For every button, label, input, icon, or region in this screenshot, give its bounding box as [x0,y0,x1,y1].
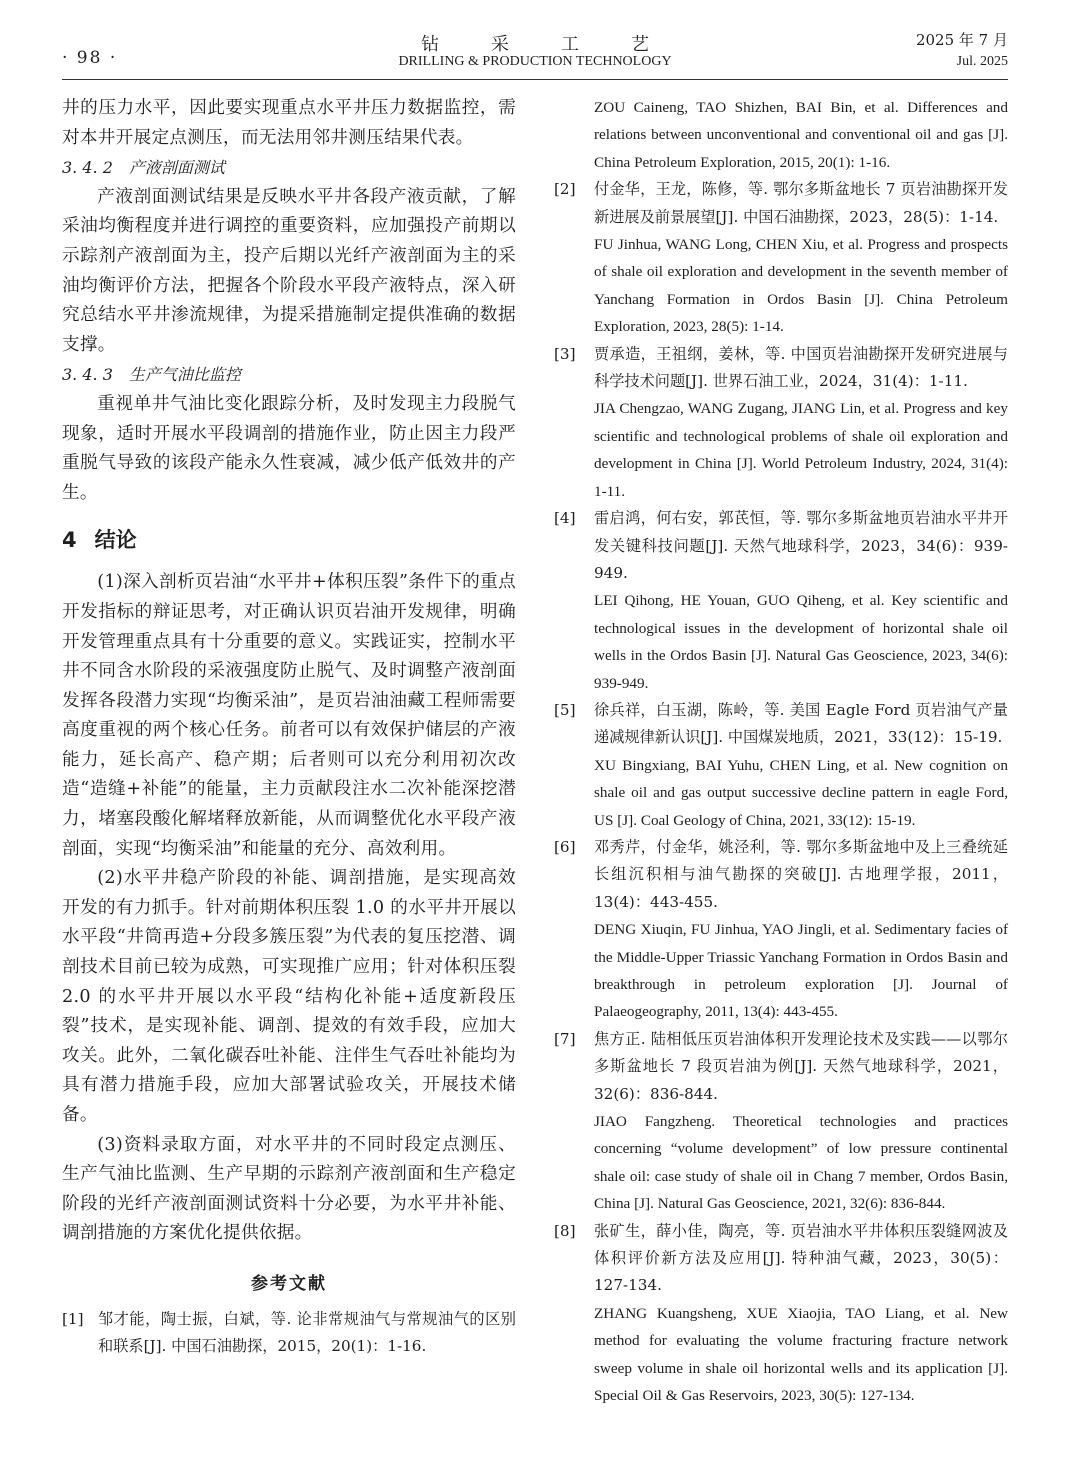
reference-cn-text: 徐兵祥，白玉湖，陈岭，等. 美国 Eagle Ford 页岩油气产量递减规律新认识[J]. 中国煤炭地质，2021，33(12)：15-19. [594,700,1008,747]
paragraph-continued: 井的压力水平，因此要实现重点水平井压力数据监控，需对本井开展定点测压，而无法用邻井测压结果代表。 [62,98,516,148]
reference-number: [3] [554,344,576,363]
right-column [554,94,1008,1410]
section-4-heading [62,524,516,556]
reference-item [554,834,1008,1026]
conclusion-3: (3)资料录取方面，对水平井的不同时段定点测压、生产气油比监测、生产早期的示踪剂产液剖面和生产稳定阶段的光纤产液剖面测试资料十分必要，为水平井补能、调剖措施的方案优化提供依据。 [62,1134,516,1244]
paragraph-3-4-3: 重视单井气油比变化跟踪分析，及时发现主力段脱气现象，适时开展水平段调剖的措施作业，防止因主力段严重脱气导致的该段产能永久性衰减，减少低产低效井的产生。 [62,393,516,503]
left-column [62,94,516,1361]
reference-cn-text: 邹才能，陶士振，白斌，等. 论非常规油气与常规油气的区别和联系[J]. 中国石油勘探，2015，20(1)：1-16. [98,1309,516,1356]
reference-number: [7] [554,1029,576,1048]
reference-en-text: ZHANG Kuangsheng, XUE Xiaojia, TAO Liang, et al. New method for evaluating the volume fracturing fracture network sweep volume in shale oil horizontal wells and its application [J]. Special Oil & Gas Reservoirs, 2023, 30(5): 127-134. [594,1304,1008,1405]
reference-item [554,1218,1008,1410]
conclusion-1: (1)深入剖析页岩油“水平井+体积压裂”条件下的重点开发指标的辩证思考，对正确认识页岩油开发规律，明确开发管理重点具有十分重要的意义。实践证实，控制水平井不同含水阶段的采液强度防止脱气、及时调整产液剖面发挥各段潜力实现“均衡采油”，是页岩油油藏工程师需要高度重视的两个核心任务。前者可以有效保护储层的产液能力，延长高产、稳产期；后者则可以充分利用初次改造“造缝+补能”的能量，主力贡献段注水二次补能深挖潜力，堵塞段酸化解堵释放新能，从而调整优化水平段产液剖面，实现“均衡采油”和能量的充分、高效利用。 [62,572,516,859]
reference-item [554,1026,1008,1218]
issue-date-en: Jul. 2025 [956,54,1008,69]
reference-en-text: FU Jinhua, WANG Long, CHEN Xiu, et al. Progress and prospects of shale oil exploration and development in the seventh member of Yanchang Formation in Ordos Basin [J]. China Petroleum Exploration, 2023, 28(5): 1-14. [594,236,1008,336]
reference-cn-text: 焦方正. 陆相低压页岩油体积开发理论技术及实践——以鄂尔多斯盆地长 7 段页岩油为例[J]. 天然气地球科学，2021，32(6)：836-844. [594,1029,1008,1103]
reference-cn-text: 付金华，王龙，陈修，等. 鄂尔多斯盆地长 7 页岩油勘探开发新进展及前景展望[J]. 中国石油勘探，2023，28(5)：1-14. [594,180,1008,226]
reference-cn-text: 张矿生，薛小佳，陶亮，等. 页岩油水平井体积压裂缝网波及体积评价新方法及应用[J]. 特种油气藏，2023，30(5)：127-134. [594,1221,1008,1295]
section-4-number: 4 [62,528,77,553]
reference-item [554,176,1008,340]
journal-title-cn: 钻采工艺 [421,34,701,55]
reference-en-text: JIA Chengzao, WANG Zugang, JIANG Lin, et al. Progress and key scientific and technological problems of shale oil exploration and development in China [J]. World Petroleum Industry, 2024, 31(4): 1-11. [594,400,1008,500]
reference-number: [4] [554,509,576,528]
subsection-3-4-3-heading: 3. 4. 3 生产气油比监控 [62,365,241,385]
header-rule [62,79,1008,80]
reference-en-text: ZOU Caineng, TAO Shizhen, BAI Bin, et al. Differences and relations between unconventional and conventional oil and gas [J]. China Petroleum Exploration, 2015, 20(1): 1-16. [594,99,1008,171]
references-heading: 参考文献 [251,1273,327,1294]
reference-en-text: XU Bingxiang, BAI Yuhu, CHEN Ling, et al. New cognition on shale oil and gas output successive decline pattern in eagle Ford, US [J]. Coal Geology of China, 2021, 33(12): 15-19. [594,756,1008,829]
page-number: · 98 · [62,48,118,68]
reference-number: [8] [554,1221,576,1240]
page-header [62,22,1008,80]
reference-number: [5] [554,700,576,719]
reference-item [554,505,1008,697]
reference-en-text: LEI Qihong, HE Youan, GUO Qiheng, et al. Key scientific and technological issues in the development of horizontal shale oil wells in the Ordos Basin [J]. Natural Gas Geoscience, 2023, 34(6): 939-949. [594,592,1008,692]
reference-en-text: DENG Xiuqin, FU Jinhua, YAO Jingli, et al. Sedimentary facies of the Middle-Upper Triassic Yanchang Formation in Ordos Basin and breakthrough in petroleum exploration [J]. Journal of Palaeogeography, 2011, 13(4): 443-455. [594,921,1008,1021]
reference-number: [1] [62,1309,84,1328]
reference-cn-text: 贾承造，王祖纲，姜林，等. 中国页岩油勘探开发研究进展与科学技术问题[J]. 世界石油工业，2024，31(4)：1-11. [594,344,1008,391]
section-4-title: 结论 [94,528,137,553]
subsection-3-4-2-heading: 3. 4. 2 产液剖面测试 [62,158,225,178]
reference-item [554,341,1008,505]
reference-cn-text: 邓秀芹，付金华，姚泾利，等. 鄂尔多斯盆地中及上三叠统延长组沉积相与油气勘探的突破[J]. 古地理学报，2011，13(4)：443-455. [594,837,1008,911]
reference-1-cn [62,1306,516,1361]
reference-1-en [558,94,1008,176]
reference-number: [6] [554,837,576,856]
issue-date-cn: 2025 年 7 月 [915,31,1008,49]
reference-item [554,697,1008,834]
reference-cn-text: 雷启鸿，何右安，郭芪恒，等. 鄂尔多斯盆地页岩油水平井开发关键科技问题[J]. 天然气地球科学，2023，34(6)：939-949. [594,509,1008,582]
paragraph-3-4-2: 产液剖面测试结果是反映水平井各段产液贡献，了解采油均衡程度并进行调控的重要资料，应加强投产前期以示踪剂产液剖面为主，投产后期以光纤产液剖面为主的采油均衡评价方法，把握各个阶段水平段产液特点，深入研究总结水平井渗流规律，为提采措施制定提供准确的数据支撑。 [62,186,516,355]
conclusion-2: (2)水平井稳产阶段的补能、调剖措施，是实现高效开发的有力抓手。针对前期体积压裂 1.0 的水平井开展以水平段“井筒再造+分段多簇压裂”为代表的复压挖潜、调剖技术目前已较为成熟，可实现推广应用；针对体积压裂 2.0 的水平井开展以水平段“结构化补能+适度新段压裂”技术，是实现补能、调剖、提效的有效手段，应加大攻关。此外，二氧化碳吞吐补能、注伴生气吞吐补能均为具有潜力措施手段，应加大部署试验攻关，开展技术储备。 [62,868,516,1125]
reference-en-text: JIAO Fangzheng. Theoretical technologies and practices concerning “volume development” of low pressure continental shale oil: case study of shale oil in Chang 7 member, Ordos Basin, China [J]. Natural Gas Geoscience, 2021, 32(6): 836-844. [594,1113,1008,1213]
journal-title-en: DRILLING & PRODUCTION TECHNOLOGY [398,54,672,69]
reference-number: [2] [554,180,576,199]
